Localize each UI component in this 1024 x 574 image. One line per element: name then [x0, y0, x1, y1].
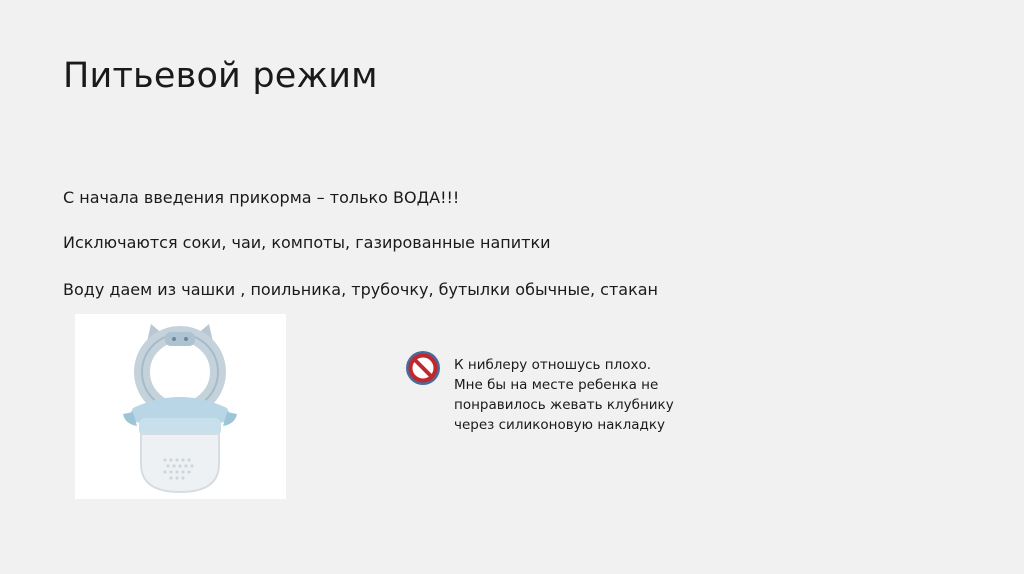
text-line-excluded-drinks: Исключаются соки, чаи, компоты, газированные напитки: [63, 233, 551, 252]
prohibited-icon: [404, 349, 442, 387]
text-line-water-only: С начала введения прикорма – только ВОДА!!!: [63, 188, 460, 207]
note-line: Мне бы на месте ребенка не: [454, 377, 659, 393]
nibbler-feeder-image: [75, 314, 286, 499]
slide-title: Питьевой режим: [63, 56, 378, 96]
text-line-drinking-vessels: Воду даем из чашки , поильника, трубочку, бутылки обычные, стакан: [63, 280, 658, 299]
note-line: К ниблеру отношусь плохо.: [454, 357, 652, 373]
nibbler-opinion-note: [454, 355, 674, 435]
note-line: через силиконовую накладку: [454, 417, 665, 433]
note-line: понравилось жевать клубнику: [454, 397, 674, 413]
